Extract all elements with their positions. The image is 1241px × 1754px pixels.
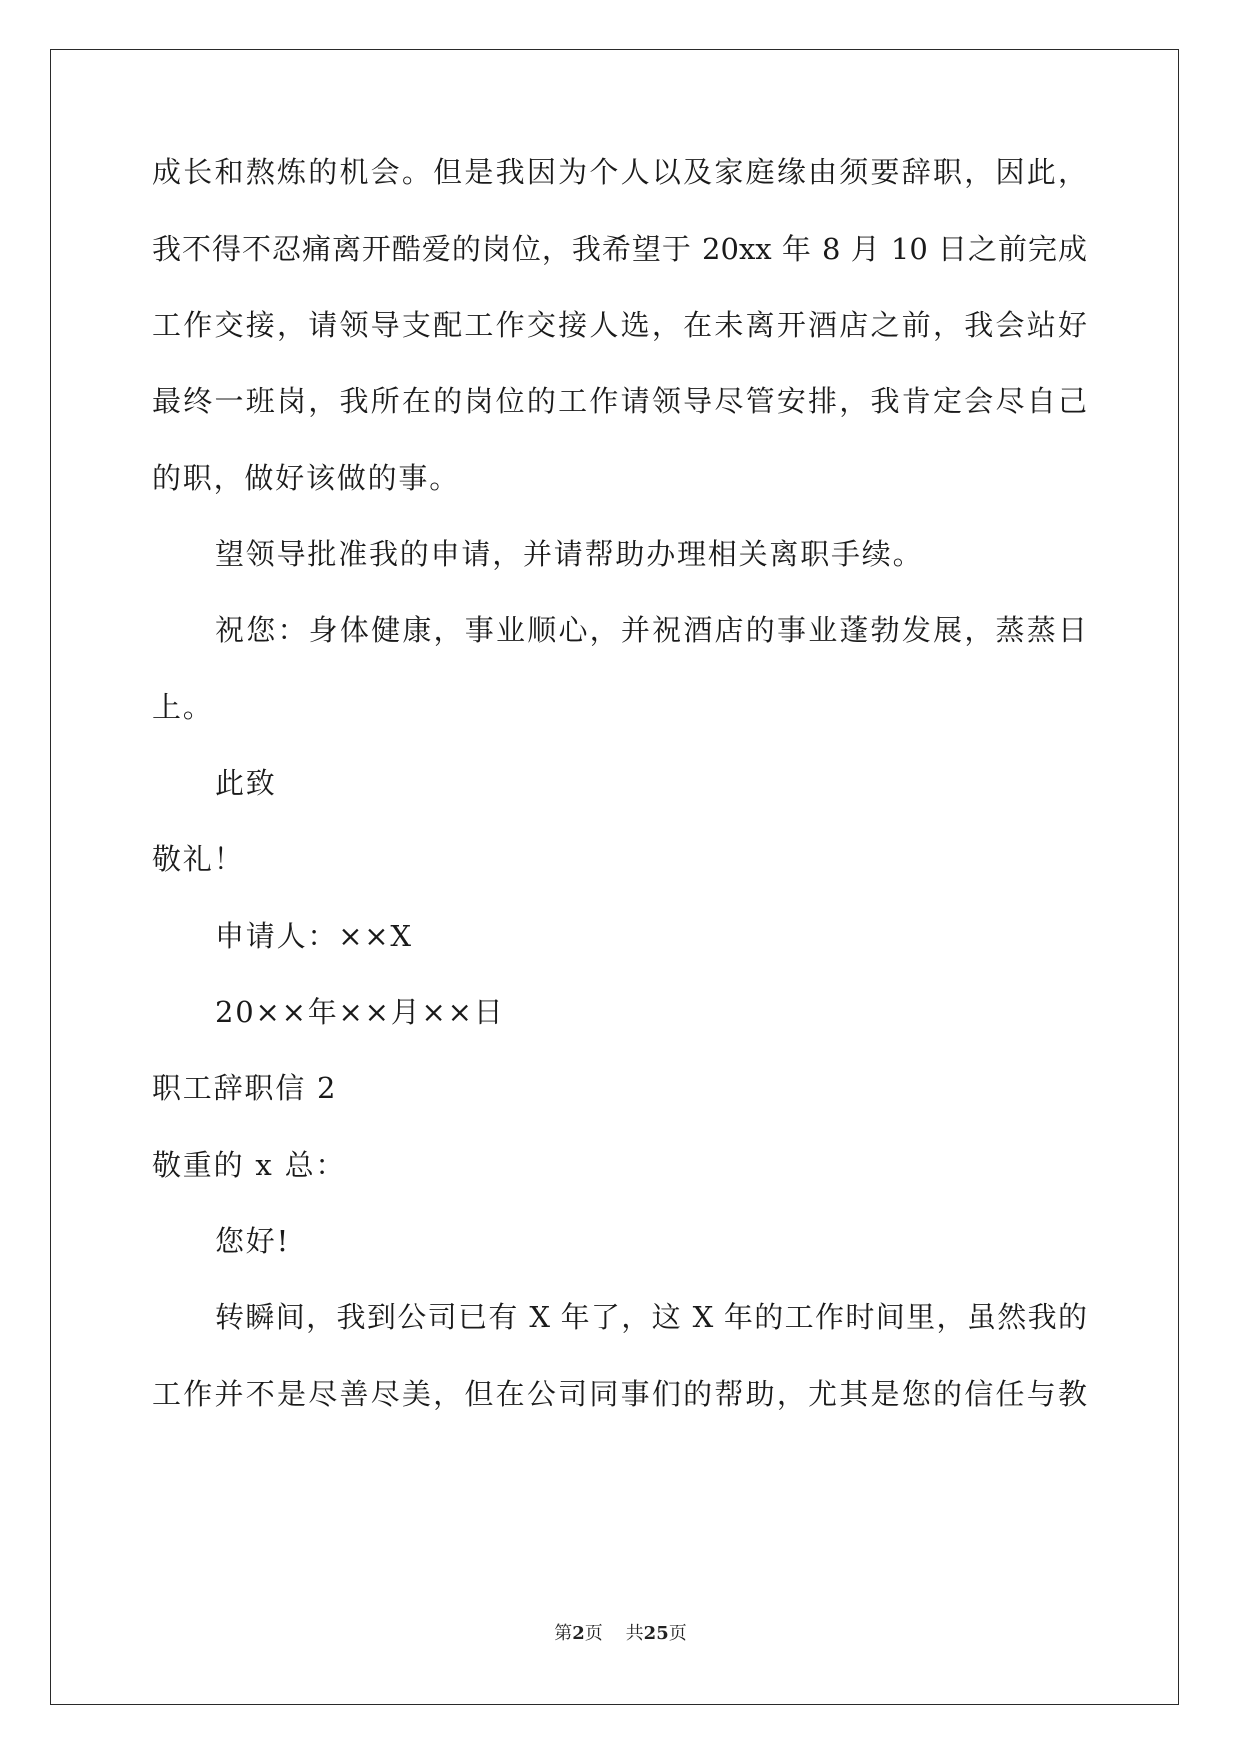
paragraph-line: 成长和熬炼的机会。但是我因为个人以及家庭缘由须要辞职，因此， (152, 155, 1087, 189)
section-title: 职工辞职信 2 (152, 1071, 338, 1105)
paragraph-line: 我不得不忍痛离开酷爱的岗位，我希望于 20xx 年 8 月 10 日之前完成 (152, 232, 1087, 266)
paragraph-line: 转瞬间，我到公司已有 X 年了，这 X 年的工作时间里，虽然我的 (215, 1300, 1087, 1334)
greeting-line: 敬重的 x 总： (152, 1148, 347, 1182)
total-suffix: 页 (668, 1623, 687, 1644)
applicant-line: 申请人：××X (215, 919, 413, 953)
date-line: 20××年××月××日 (215, 995, 505, 1029)
greeting-line: 您好! (215, 1224, 291, 1258)
paragraph-line: 上。 (152, 690, 214, 724)
paragraph-line: 工作并不是尽善尽美，但在公司同事们的帮助，尤其是您的信任与教 (152, 1377, 1087, 1411)
total-pages: 25 (643, 1623, 669, 1644)
page-footer (0, 1622, 1241, 1646)
closing-line: 此致 (215, 766, 277, 800)
page-suffix: 页 (584, 1623, 603, 1644)
page-number: 2 (572, 1623, 585, 1644)
salutation-line: 敬礼！ (152, 842, 245, 876)
paragraph-line: 的职，做好该做的事。 (152, 461, 461, 495)
paragraph-line: 工作交接，请领导支配工作交接人选，在未离开酒店之前，我会站好 (152, 308, 1087, 342)
paragraph-line: 望领导批准我的申请，并请帮助办理相关离职手续。 (215, 537, 924, 571)
page-prefix: 第 (554, 1623, 573, 1644)
total-prefix: 共 (625, 1623, 644, 1644)
paragraph-line: 祝您：身体健康，事业顺心，并祝酒店的事业蓬勃发展，蒸蒸日 (215, 613, 1087, 647)
paragraph-line: 最终一班岗，我所在的岗位的工作请领导尽管安排，我肯定会尽自己 (152, 384, 1087, 418)
